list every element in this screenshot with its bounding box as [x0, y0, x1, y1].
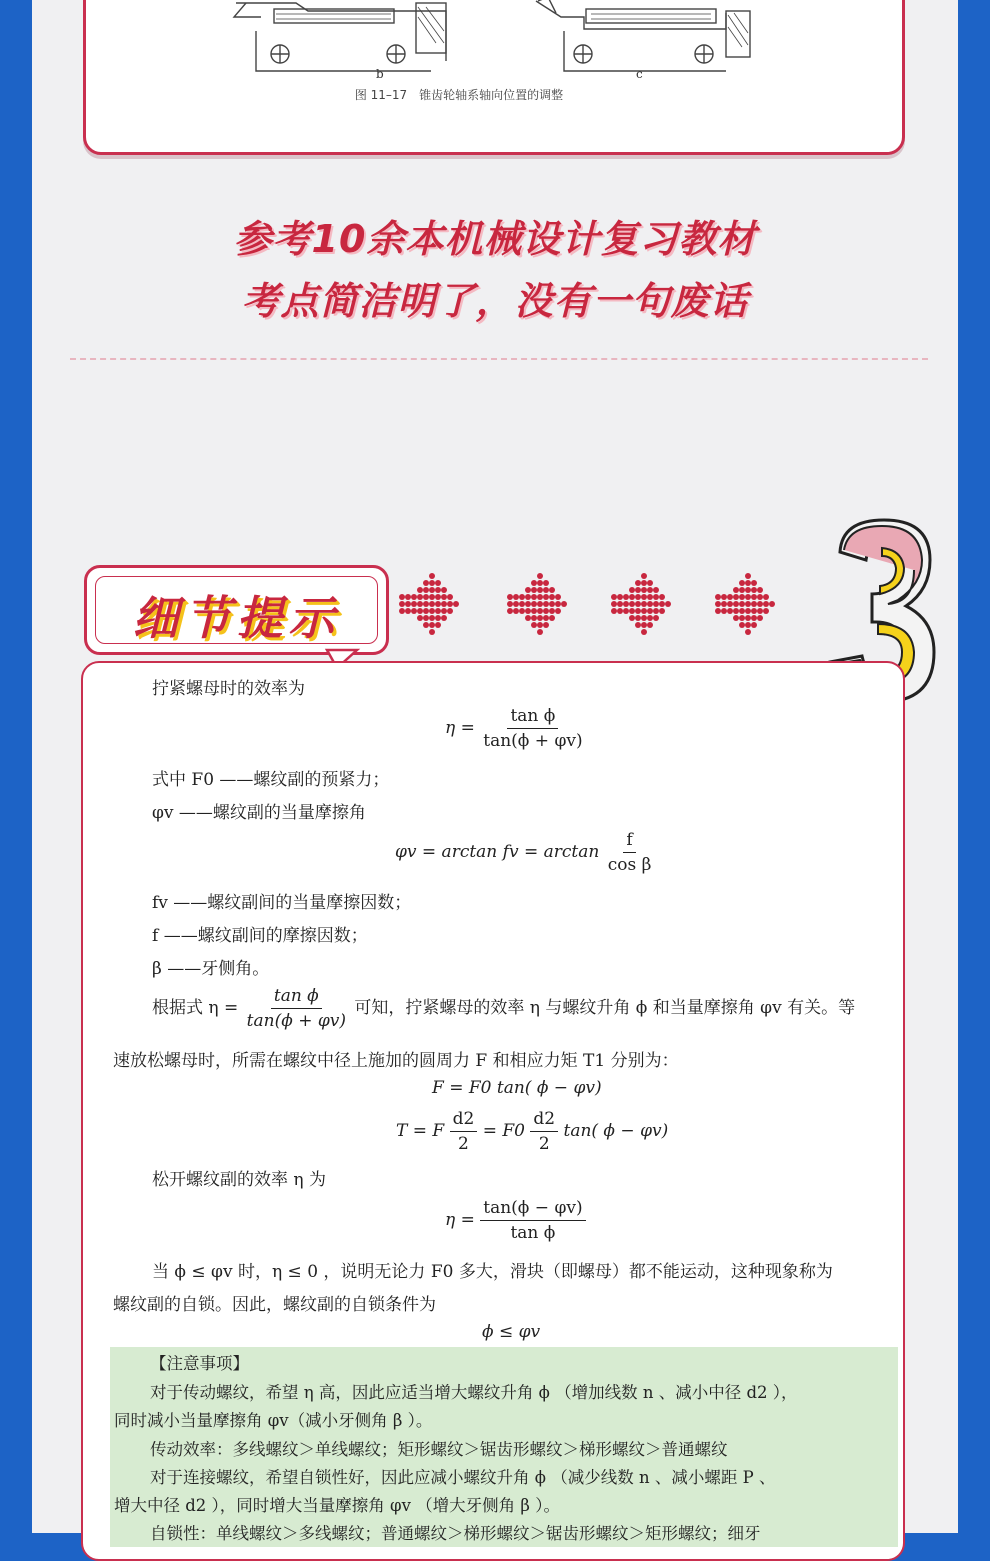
text-line: 速放松螺母时，所需在螺纹中径上施加的圆周力 F 和相应力矩 T1 分别为： [113, 1051, 679, 1071]
text-line: 当 ϕ ≤ φv 时，η ≤ 0 ，说明无论力 F0 多大，滑块（即螺母）都不能运动，这种现象称为 [152, 1262, 833, 1282]
note-line: 对于传动螺纹，希望 η 高，因此应适当增大螺纹升角 ϕ （增加线数 n 、减小中径 d2 ）， [150, 1383, 798, 1402]
eq-denominator: tan(ϕ + φv) [483, 731, 583, 751]
eq-lhs: φv = arctan fv = arctan [395, 842, 600, 862]
note-line: 传动效率：多线螺纹＞单线螺纹；矩形螺纹＞锯齿形螺纹＞梯形螺纹＞普通螺纹 [150, 1440, 728, 1459]
text-line: 式中 F0 ——螺纹副的预紧力； [152, 770, 390, 790]
text-line: 拧紧螺母时的效率为 [152, 679, 305, 699]
figure-card [83, 0, 905, 155]
eq-lhs: T = F [396, 1121, 445, 1141]
text-line: fv ——螺纹副间的当量摩擦因数； [152, 893, 412, 913]
headline-line-2: 考点简洁明了，没有一句废话 [241, 279, 749, 323]
section-title: 细节提示 [132, 591, 341, 645]
eq-numerator: tan ϕ [271, 984, 322, 1009]
equation-force: F = F0 tan( ϕ − φv) [432, 1078, 602, 1098]
eq-middle: = F0 [482, 1121, 525, 1141]
inline-text: 可知，拧紧螺母的效率 η 与螺纹升角 ϕ 和当量摩擦角 φv 有关。等 [354, 998, 856, 1018]
headline-line-1: 参考10余本机械设计复习教材 [233, 217, 757, 261]
dotted-arrows-decoration [394, 570, 724, 640]
figure-label-c: c [636, 67, 643, 81]
text-line: f ——螺纹副间的摩擦因数； [152, 926, 368, 946]
note-line: 同时减小当量摩擦角 φv（减小牙侧角 β ）。 [114, 1411, 433, 1430]
equation-self-lock: ϕ ≤ φv [482, 1322, 541, 1342]
text-line: 松开螺纹副的效率 η 为 [152, 1170, 326, 1190]
equation-friction-angle [395, 828, 654, 877]
eq-denominator: tan(ϕ + φv) [246, 1011, 346, 1031]
text-line: β ——牙侧角。 [152, 959, 270, 979]
eq-numerator: f [623, 828, 635, 853]
note-line: 对于连接螺纹，希望自锁性好，因此应减小螺纹升角 ϕ （减少线数 n 、减小螺距 P 、 [150, 1468, 776, 1487]
text-line: φv ——螺纹副的当量摩擦角 [152, 803, 366, 823]
note-line: 自锁性：单线螺纹＞多线螺纹；普通螺纹＞梯形螺纹＞锯齿形螺纹＞矩形螺纹；细牙 [150, 1524, 761, 1543]
note-line: 增大中径 d2 ），同时增大当量摩擦角 φv （增大牙侧角 β ）。 [114, 1496, 560, 1515]
text-line-inline-eq [152, 984, 855, 1033]
eq-lhs: η = [445, 718, 475, 738]
note-title: 【注意事项】 [150, 1354, 249, 1373]
eq-denominator: 2 [538, 1134, 550, 1154]
equation-torque [396, 1107, 668, 1156]
dashed-divider [70, 358, 928, 360]
eq-numerator: d2 [530, 1107, 558, 1132]
eq-numerator: d2 [450, 1107, 478, 1132]
figure-caption: 图 11–17 锥齿轮轴系轴向位置的调整 [354, 88, 564, 102]
inline-text: 根据式 η = [152, 998, 239, 1018]
eq-rhs: tan( ϕ − φv) [563, 1121, 669, 1141]
eq-lhs: η = [445, 1210, 475, 1230]
section-tab [84, 565, 389, 655]
bevel-gear-drawing [86, 0, 908, 158]
eq-numerator: tan(ϕ − φv) [480, 1196, 585, 1221]
equation-efficiency [445, 704, 586, 753]
eq-numerator: tan ϕ [507, 704, 558, 729]
eq-denominator: tan ϕ [510, 1223, 556, 1243]
text-line: 螺纹副的自锁。因此，螺纹副的自锁条件为 [113, 1295, 436, 1315]
eq-denominator: 2 [458, 1134, 469, 1154]
figure-label-b: b [376, 67, 384, 81]
page [32, 0, 958, 1543]
eq-denominator: cos β [607, 855, 652, 875]
equation-loosen-efficiency [445, 1196, 586, 1245]
